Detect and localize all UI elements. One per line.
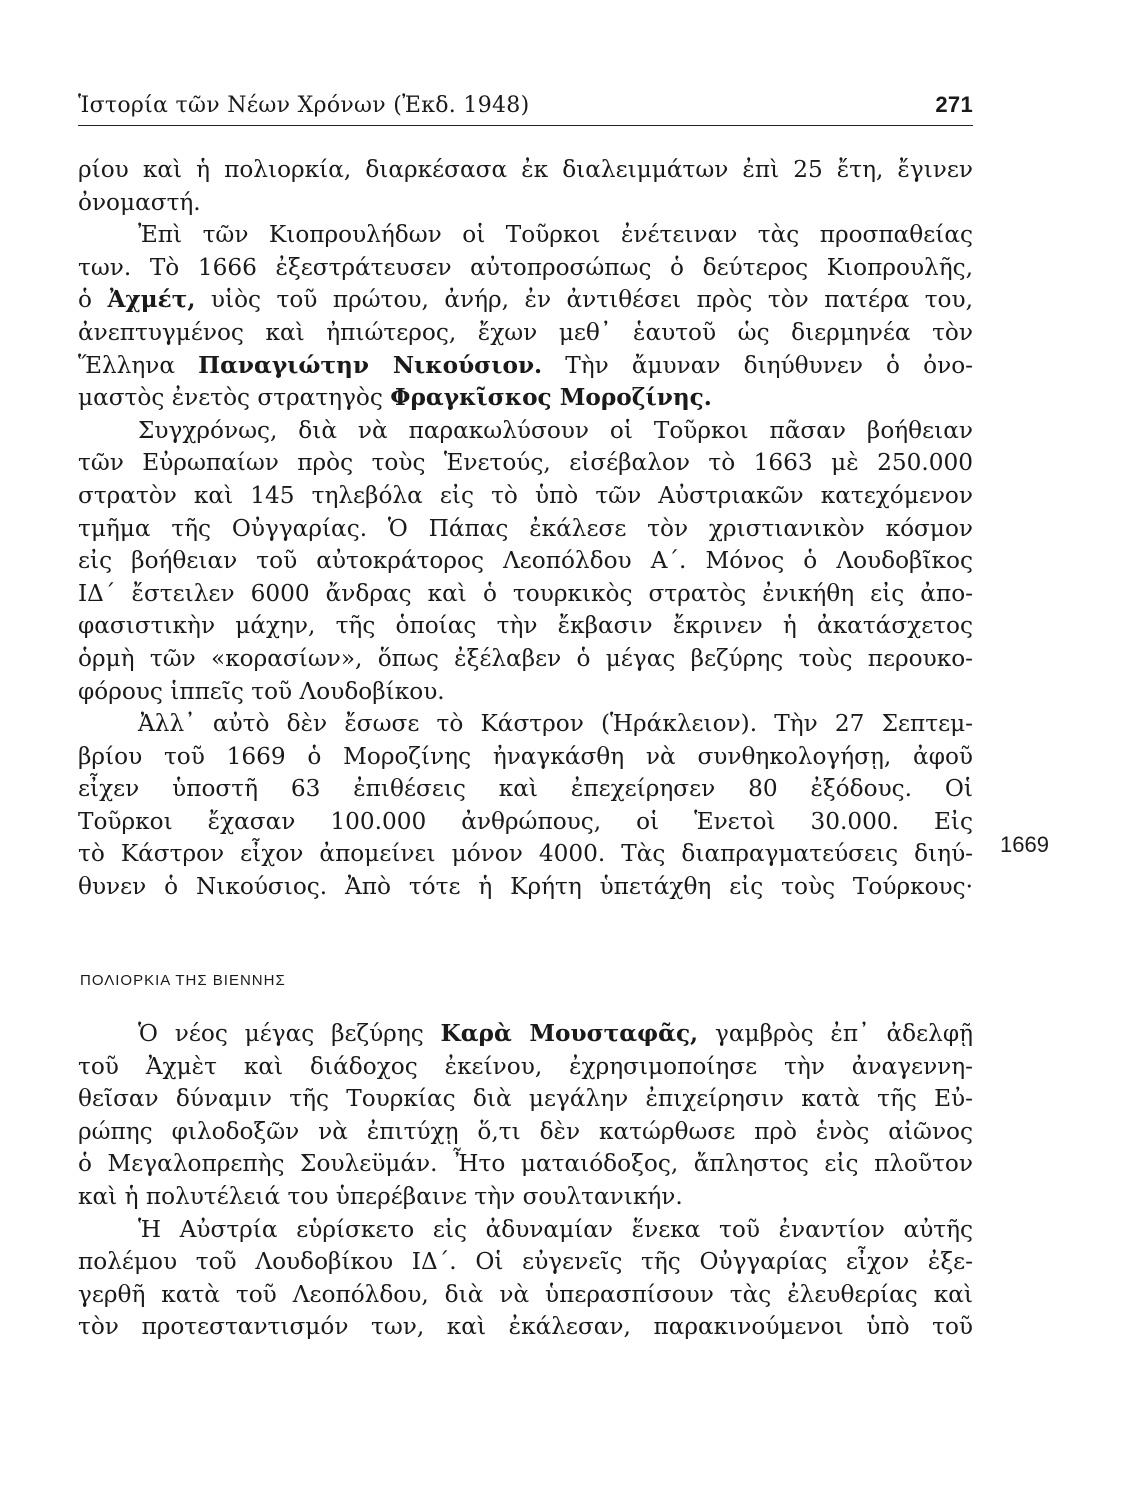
text-line: τῶν Εὐρωπαίων πρὸς τοὺς Ἑνετούς, εἰσέβαλον τὸ 1663 μὲ 250.000 [78, 449, 973, 477]
text-line: θυνεν ὁ Νικούσιος. Ἀπὸ τότε ἡ Κρήτη ὑπετάχθη εἰς τοὺς Τούρκους· [78, 873, 973, 901]
text-line: εἰς βοήθειαν τοῦ αὐτοκράτορος Λεοπόλδου Α΄. Μόνος ὁ Λουδοβῖκος [78, 547, 973, 575]
text-line: βρίου τοῦ 1669 ὁ Μοροζίνης ἠναγκάσθη νὰ συνθηκολογήσῃ, ἀφοῦ [78, 742, 973, 770]
page-number: 271 [935, 92, 973, 117]
text-line [78, 350, 973, 383]
text-run: μαστὸς ἐνετὸς στρατηγὸς [78, 384, 391, 412]
text-line: καὶ ἡ πολυτέλειά του ὑπερέβαινε τὴν σουλτανικήν. [78, 1182, 683, 1210]
text-run: γαμβρὸς ἐπ᾿ ἀδελφῇ [698, 1020, 973, 1047]
text-run: Ὁ νέος μέγας βεζύρης [138, 1020, 441, 1047]
text-line: τὸ Κάστρον εἶχον ἀπομείνει μόνον 4000. Τὰς διαπραγματεύσεις διηύ- [78, 840, 973, 868]
main-text [78, 154, 973, 904]
text-line: ὁ Μεγαλοπρεπὴς Σουλεϋμάν. Ἦτο ματαιόδοξος, ἄπληστος εἰς πλοῦτον [78, 1150, 973, 1178]
text-line: ὀνομαστή. [78, 188, 201, 216]
text-line: Ἀλλ᾿ αὐτὸ δὲν ἔσωσε τὸ Κάστρον (Ἡράκλειον). Τὴν 27 Σεπτεμ- [138, 710, 973, 738]
text-line: ὁρμὴ τῶν «κορασίων», ὅπως ἐξέλαβεν ὁ μέγας βεζύρης τοὺς περουκο- [78, 644, 973, 672]
text-line: εἶχεν ὑποστῆ 63 ἐπιθέσεις καὶ ἐπεχείρησεν 80 ἐξόδους. Οἱ [78, 775, 973, 803]
section-text [78, 1018, 973, 1344]
text-line: ΙΔ΄ ἔστειλεν 6000 ἄνδρας καὶ ὁ τουρκικὸς στρατὸς ἐνικήθη εἰς ἀπο- [78, 579, 973, 607]
text-line: Ἡ Αὐστρία εὑρίσκετο εἰς ἀδυναμίαν ἕνεκα τοῦ ἐναντίον αὐτῆς [138, 1215, 973, 1243]
text-run: Ἕλληνα [78, 351, 199, 379]
text-line [78, 284, 973, 317]
text-run: ὁ [78, 286, 108, 314]
running-header [78, 92, 973, 118]
running-title: Ἱστορία τῶν Νέων Χρόνων (Ἐκδ. 1948) [78, 93, 530, 118]
header-rule [78, 125, 973, 126]
text-line: τοῦ Ἀχμὲτ καὶ διάδοχος ἐκείνου, ἐχρησιμοποίησε τὴν ἀναγεννη- [78, 1052, 973, 1080]
text-line: πολέμου τοῦ Λουδοβίκου ΙΔ΄. Οἱ εὐγενεῖς τῆς Οὐγγαρίας εἶχον ἐξε- [78, 1248, 973, 1276]
section-heading: ΠΟΛΙΟΡΚΙΑ ΤΗΣ ΒΙΕΝΝΗΣ [80, 972, 286, 989]
text-line: γερθῆ κατὰ τοῦ Λεοπόλδου, διὰ νὰ ὑπερασπίσουν τὰς ἐλευθερίας καὶ [78, 1280, 973, 1308]
text-line: φόρους ἱππεῖς τοῦ Λουδοβίκου. [78, 677, 445, 705]
text-line: φασιστικὴν μάχην, τῆς ὁποίας τὴν ἔκβασιν ἔκρινεν ἡ ἀκατάσχετος [78, 612, 973, 640]
text-line: ἀνεπτυγμένος καὶ ἠπιώτερος, ἔχων μεθ᾿ ἑαυτοῦ ὡς διερμηνέα τὸν [78, 318, 973, 346]
text-line [78, 1018, 973, 1051]
text-run: Τὴν ἄμυναν διηύθυνεν ὁ ὀνο- [542, 351, 974, 379]
text-line: Ἐπὶ τῶν Κιοπρουλήδων οἱ Τοῦρκοι ἐνέτειναν τὰς προσπαθείας [138, 221, 973, 249]
name-morosini: Φραγκῖσκος Μοροζίνης. [390, 384, 712, 412]
text-run: υἱὸς τοῦ πρώτου, ἀνήρ, ἐν ἀντιθέσει πρὸς τὸν πατέρα του, [195, 286, 973, 314]
name-achmet: Ἀχμέτ, [107, 286, 196, 314]
text-line: στρατὸν καὶ 145 τηλεβόλα εἰς τὸ ὑπὸ τῶν Αὐστριακῶν κατεχόμενον [78, 481, 973, 509]
text-line: των. Τὸ 1666 ἐξεστράτευσεν αὐτοπροσώπως ὁ δεύτερος Κιοπρουλῆς, [78, 253, 973, 281]
text-line [78, 382, 973, 415]
text-line: θεῖσαν δύναμιν τῆς Τουρκίας διὰ μεγάλην ἐπιχείρησιν κατὰ τῆς Εὐ- [78, 1085, 973, 1113]
text-line: τμῆμα τῆς Οὐγγαρίας. Ὁ Πάπας ἐκάλεσε τὸν χριστιανικὸν κόσμον [78, 514, 973, 542]
margin-year-note: 1669 [1000, 832, 1049, 857]
name-kara-mustafa: Καρὰ Μουσταφᾶς, [440, 1020, 699, 1047]
text-line: Τοῦρκοι ἔχασαν 100.000 ἀνθρώπους, οἱ Ἑνετοὶ 30.000. Εἰς [78, 807, 973, 835]
name-nikousios: Παναγιώτην Νικούσιον. [198, 351, 543, 379]
text-line: τὸν προτεσταντισμόν των, καὶ ἐκάλεσαν, παρακινούμενοι ὑπὸ τοῦ [78, 1313, 973, 1341]
text-line: ρώπης φιλοδοξῶν νὰ ἐπιτύχῃ ὅ,τι δὲν κατώρθωσε πρὸ ἑνὸς αἰῶνος [78, 1117, 973, 1145]
text-line: ρίου καὶ ἡ πολιορκία, διαρκέσασα ἐκ διαλειμμάτων ἐπὶ 25 ἔτη, ἔγινεν [78, 156, 973, 183]
text-line: Συγχρόνως, διὰ νὰ παρακωλύσουν οἱ Τοῦρκοι πᾶσαν βοήθειαν [138, 416, 973, 444]
